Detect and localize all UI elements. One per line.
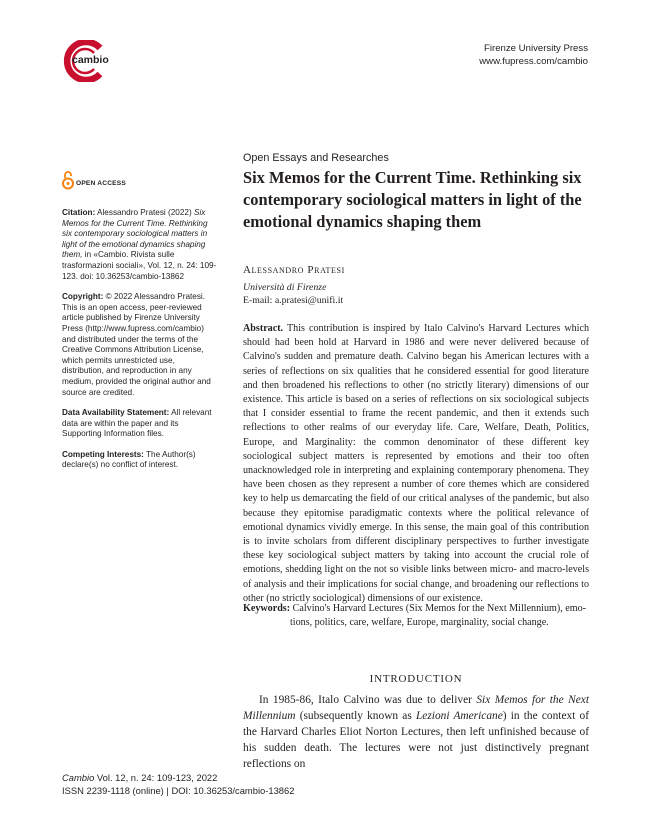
abstract — [243, 322, 589, 606]
citation-title: Six Memos for the Current Time. Rethinking six contemporary sociological matters in light of the emotional dynamics shaping them, — [62, 208, 208, 260]
keywords-line-1: Calvino's Harvard Lectures (Six Memos for the Next Millennium), emo- — [292, 603, 586, 614]
intro-book-title-italian: Lezioni Americane — [415, 710, 503, 722]
cambio-logo — [60, 40, 112, 82]
footer-journal-line — [62, 772, 294, 785]
keywords-line-2: tions, politics, care, welfare, Europe, marginality, social change. — [290, 617, 549, 629]
footer-volume: Vol. 12, n. 24: 109-123, 2022 — [96, 772, 218, 783]
abstract-text: This contribution is inspired by Italo Calvino's Harvard Lectures which should had been hold at Harvard in 1986 and were never delivered because of Calvino's sudden and premature death. Calvino began his American lectures with a series of reflections on six qualities that he considered essential for good literature and then broadened his reflections to other (no strictly literary) dimensions of our existence. This article is based on a series of reflections on six sociological subjects that I consider essential to frame the recent pandemic, and then it extends such reflections to other realms of our everyday life. Care, Welfare, Death, Politics, Europe, and Marginality: the common denominator of these different key sociological subject matters is represented by emotions and their too often unacknowledged role in interpreting and explaining contemporary phenomena. They have been chosen as they represent a number of core themes which are considered key to help us demarcating the field of our critical analyses of the pandemic, but also because they epitomise paradigmatic contexts where the political relevance of emotional dynamics vividly emerge. In this sense, the main goal of this contribution is to invite scholars from different disciplinary perspectives to further investigate these key sociological subject matters by taking into account the crucial role of emotions, shedding light on the not so visible links between micro- and macro-levels of analysis and their implications for social change, and broadening our reflections to other (no strictly sociological) dimensions of our existence. — [243, 323, 590, 604]
abstract-label: Abstract. — [243, 323, 284, 334]
intro-text-3: ) in the context of the Harvard Charles Eliot Norton Lectures, then left unfinished because of his sudden death. The lectures were not just distinctively pregnant reflections on — [243, 710, 590, 770]
copyright-text: © 2022 Alessandro Pratesi. This is an open access, peer-reviewed article published by Firenze University Press (http://www.fupress.com/cambio) and distributed under the terms of the Creative Commons Attribution License, which permits unrestricted use, distribution, and reproduction in any medium, provided the original author and source are credited. — [62, 292, 211, 397]
keywords-label: Keywords: — [243, 603, 291, 614]
intro-text-2: (subsequently known as — [299, 710, 412, 722]
sidebar-metadata — [62, 208, 217, 481]
footer-journal: Cambio — [62, 772, 95, 783]
footer-issn: ISSN 2239-1118 (online) | DOI: 10.36253/cambio-13862 — [62, 784, 295, 796]
section-heading-introduction: INTRODUCTION — [369, 673, 463, 685]
open-access-label: OPEN ACCESS — [76, 180, 126, 187]
publisher-block — [479, 42, 588, 68]
competing-interests — [62, 450, 217, 471]
footer — [62, 772, 294, 797]
section-label: Open Essays and Researches — [243, 152, 389, 164]
affiliation-block — [243, 281, 589, 307]
article-title: Six Memos for the Current Time. Rethinking six contemporary sociological matters in light of the emotional dynamics shaping them — [243, 168, 582, 231]
intro-book-title: Six Memos for the Next Millennium — [243, 694, 589, 722]
interests-label: Competing Interests: — [62, 449, 144, 459]
availability-text: All relevant data are within the paper and its Supporting Information files. — [62, 408, 212, 439]
interests-text: The Author(s) declare(s) no conflict of interest. — [62, 449, 196, 470]
copyright-label: Copyright: — [62, 292, 104, 302]
keywords — [243, 602, 589, 630]
citation-label: Citation: — [62, 208, 96, 217]
data-availability — [62, 408, 217, 440]
copyright — [62, 292, 217, 398]
intro-text-1: In 1985-86, Italo Calvino was due to deliver — [259, 694, 472, 706]
introduction-paragraph — [243, 692, 589, 772]
citation-source: in «Cambio. Rivista sulle trasformazioni sociali», Vol. 12, n. 24: 109-123. doi: 10.36253/cambio-13862 — [62, 250, 217, 281]
affiliation: Università di Firenze — [243, 282, 327, 293]
author-name: Alessandro Pratesi — [243, 264, 345, 276]
citation — [62, 208, 217, 282]
publisher-url[interactable]: www.fupress.com/cambio — [479, 56, 588, 67]
availability-label: Data Availability Statement: — [62, 408, 170, 418]
author-email[interactable]: E-mail: a.pratesi@unifi.it — [243, 295, 344, 306]
publisher-name: Firenze University Press — [484, 43, 588, 54]
open-access-icon — [62, 170, 74, 190]
citation-text: Alessandro Pratesi (2022) — [97, 208, 192, 217]
logo-text: cambio — [72, 54, 109, 66]
